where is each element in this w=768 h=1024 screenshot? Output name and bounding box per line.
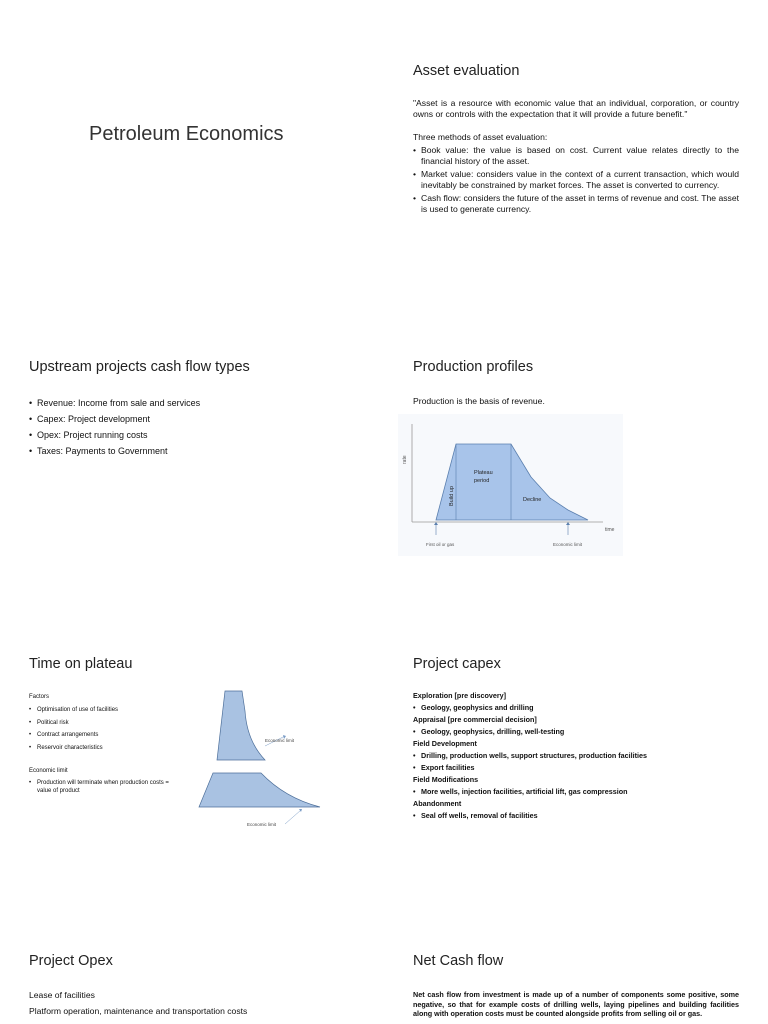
slide-heading: Production profiles: [413, 359, 534, 375]
list-item: • Capex: Project development: [29, 411, 359, 427]
section-heading: Field Development: [413, 739, 477, 748]
decline-label: Decline: [523, 497, 542, 503]
list-item: • Cash flow: considers the future of the asset in terms of revenue and cost. The asset is used to generate currency.: [413, 193, 739, 214]
economic-limit-2: Economic limit: [247, 822, 277, 827]
asset-quote: "Asset is a resource with economic value that an individual, corporation, or country owns or controls with the expectation that it will provide a future benefit.": [413, 98, 739, 119]
section-heading: Abandonment: [413, 799, 462, 808]
list-item: • Reservoir characteristics: [29, 742, 189, 755]
slide-heading: Project capex: [413, 656, 501, 672]
list-item: • Production will terminate when production costs = value of product: [29, 779, 179, 795]
section-heading: Field Modifications: [413, 775, 479, 784]
plateau-label-1: Plateau: [474, 470, 493, 476]
section-heading: Appraisal [pre commercial decision]: [413, 715, 537, 724]
first-oil-label: First oil or gas: [426, 542, 455, 547]
slide-heading: Time on plateau: [29, 656, 133, 672]
list-item: • Market value: considers value in the context of a current transaction, which would inevitably be constrained by market forces. The asset is converted to currency.: [413, 169, 739, 190]
slide-heading: Asset evaluation: [413, 63, 520, 79]
opex-line: Lease of facilities: [29, 990, 95, 1000]
slide-heading: Project Opex: [29, 953, 113, 969]
plateau-figure: [195, 686, 325, 831]
methods-list: [413, 145, 739, 214]
list-item: • Drilling, production wells, support structures, production facilities: [413, 750, 743, 762]
slide-net-cash-flow: [384, 900, 768, 1024]
intro-text: Production is the basis of revenue.: [413, 396, 545, 406]
list-item: • Geology, geophysics and drilling: [413, 702, 743, 714]
net-cash-flow-body: Net cash flow from investment is made up of a number of components some positive, some negative, so that for example costs of drilling wells, laying pipelines and building facilities along with operation costs must be counted alongside profits from selling oil or gas.: [413, 990, 739, 1018]
methods-heading: Three methods of asset evaluation:: [413, 132, 548, 142]
list-item: • More wells, injection facilities, artificial lift, gas compression: [413, 786, 743, 798]
limit-heading: Economic limit: [29, 768, 68, 774]
slide-project-opex: [0, 900, 384, 1024]
list-item: • Political risk: [29, 717, 189, 730]
economic-limit-label: Economic limit: [553, 542, 583, 547]
cash-flow-list: [29, 395, 359, 459]
slide-asset-evaluation: [384, 0, 768, 298]
slide-title: [0, 0, 384, 298]
list-item: • Revenue: Income from sale and services: [29, 395, 359, 411]
section-heading: Exploration [pre discovery]: [413, 691, 507, 700]
factors-list: [29, 704, 189, 754]
x-axis-label: time: [605, 527, 615, 533]
list-item: • Book value: the value is based on cost. Current value relates directly to the financial history of the asset.: [413, 145, 739, 166]
y-axis-label: rate: [402, 455, 408, 464]
list-item: • Export facilities: [413, 762, 743, 774]
list-item: • Opex: Project running costs: [29, 427, 359, 443]
slide-cash-flow-types: [0, 300, 384, 598]
presentation-title: Petroleum Economics: [89, 123, 284, 145]
economic-limit-1: Economic limit: [265, 738, 295, 743]
slide-project-capex: [384, 600, 768, 898]
factors-heading: Factors: [29, 694, 50, 700]
list-item: • Geology, geophysics, drilling, well-testing: [413, 726, 743, 738]
build-up-label: Build up: [449, 486, 455, 506]
opex-line: Platform operation, maintenance and transportation costs: [29, 1006, 248, 1016]
plateau-label-2: period: [474, 478, 490, 484]
slide-production-profiles: [384, 300, 768, 598]
production-profile-figure: [398, 414, 623, 556]
slide-heading: Net Cash flow: [413, 953, 504, 969]
list-item: • Taxes: Payments to Government: [29, 443, 359, 459]
slide-heading: Upstream projects cash flow types: [29, 359, 250, 375]
list-item: • Optimisation of use of facilities: [29, 704, 189, 717]
list-item: • Contract arrangements: [29, 729, 189, 742]
slide-time-on-plateau: [0, 600, 384, 898]
list-item: • Seal off wells, removal of facilities: [413, 810, 743, 822]
capex-sections: [413, 690, 743, 822]
limit-list: [29, 779, 179, 795]
